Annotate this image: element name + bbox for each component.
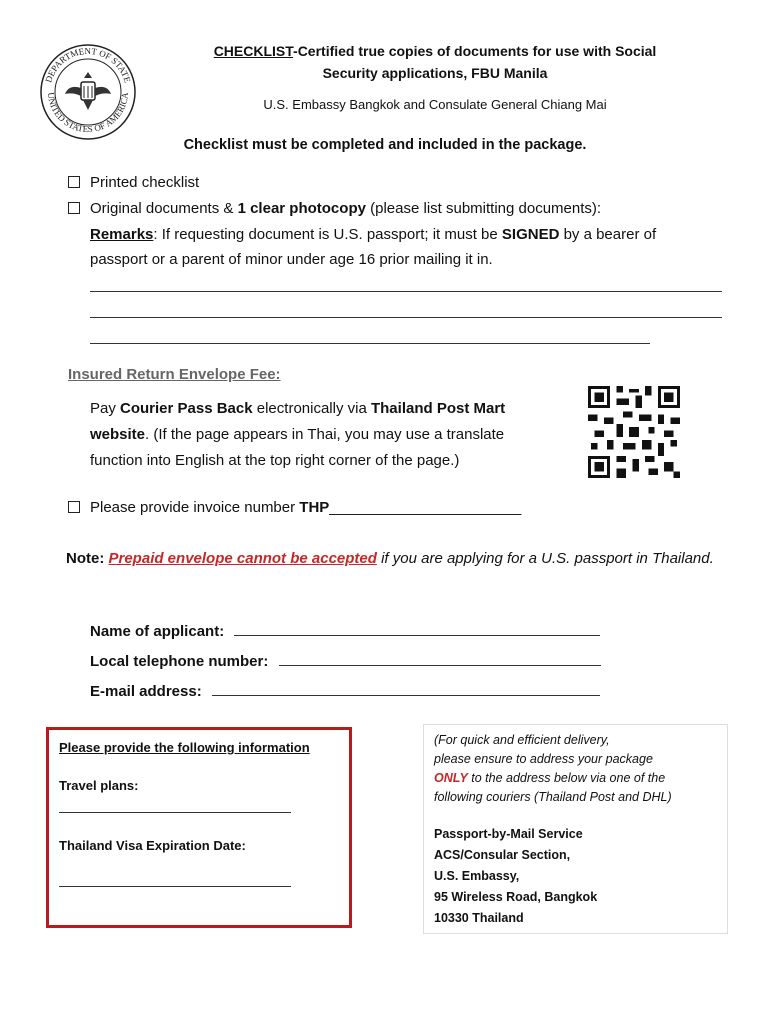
invoice-blank[interactable]: _______________________ xyxy=(329,499,522,516)
invoice-line: Please provide invoice number THP_______________________ xyxy=(68,499,521,516)
phone-field: Local telephone number: xyxy=(90,653,601,670)
mailing-address-box xyxy=(423,724,728,934)
checklist-item-2: Original documents & 1 clear photocopy (please list submitting documents): xyxy=(68,200,601,217)
documents-blank-line[interactable] xyxy=(90,317,722,318)
checklist-item-1: Printed checklist xyxy=(68,174,199,191)
remarks: Remarks: If requesting document is U.S. passport; it must be SIGNED by a bearer of xyxy=(90,226,657,243)
applicant-name-field: Name of applicant: xyxy=(90,623,600,640)
visa-expiration-input-line[interactable] xyxy=(59,886,291,887)
phone-input-line[interactable] xyxy=(279,665,601,666)
documents-blank-line[interactable] xyxy=(90,291,722,292)
document-title xyxy=(170,40,700,84)
info-box xyxy=(46,727,352,928)
fee-title: Insured Return Envelope Fee: xyxy=(68,366,281,383)
seal-bottom-text: UNITED STATES OF AMERICA xyxy=(45,91,131,135)
email-input-line[interactable] xyxy=(212,695,600,696)
subtitle: U.S. Embassy Bangkok and Consulate General Chiang Mai xyxy=(263,97,607,112)
email-field: E-mail address: xyxy=(90,683,600,700)
info-box-title: Please provide the following information xyxy=(59,740,310,755)
travel-plans-label: Travel plans: xyxy=(59,778,139,793)
svg-text:DEPARTMENT OF STATE xyxy=(43,46,133,84)
checkbox[interactable] xyxy=(68,501,80,513)
mailing-address: Passport-by-Mail Service ACS/Consular Section, U.S. Embassy, 95 Wireless Road, Bangkok 10330 Thailand xyxy=(434,827,598,925)
note: Note: Prepaid envelope cannot be accepted if you are applying for a U.S. passport in Thailand. xyxy=(66,550,714,567)
department-of-state-seal xyxy=(38,42,138,142)
qr-code-icon[interactable] xyxy=(588,386,680,478)
travel-plans-input-line[interactable] xyxy=(59,812,291,813)
remarks-line2: passport or a parent of minor under age 16 prior mailing it in. xyxy=(90,251,493,268)
checkbox[interactable] xyxy=(68,202,80,214)
visa-expiration-label: Thailand Visa Expiration Date: xyxy=(59,838,246,853)
fee-instructions: Pay Courier Pass Back electronically via Thailand Post Mart website. (If the page appears in Thai, you may use a translate function into English at the top right corner of the page.) xyxy=(90,400,506,469)
eagle-icon xyxy=(65,72,111,110)
delivery-instructions: (For quick and efficient delivery, please ensure to address your package ONLY to the address below via one of the following couriers (Thailand Post and DHL) xyxy=(434,733,672,804)
title-checklist: CHECKLIST xyxy=(213,43,294,59)
seal-top-text: DEPARTMENT OF STATE xyxy=(43,45,133,84)
title-line2: Security applications, FBU Manila xyxy=(322,65,548,81)
instruction: Checklist must be completed and included in the package. xyxy=(183,137,587,153)
checkbox[interactable] xyxy=(68,176,80,188)
name-input-line[interactable] xyxy=(234,635,600,636)
title-rest: -Certified true copies of documents for use with Social xyxy=(293,43,657,59)
documents-blank-line[interactable] xyxy=(90,343,650,344)
